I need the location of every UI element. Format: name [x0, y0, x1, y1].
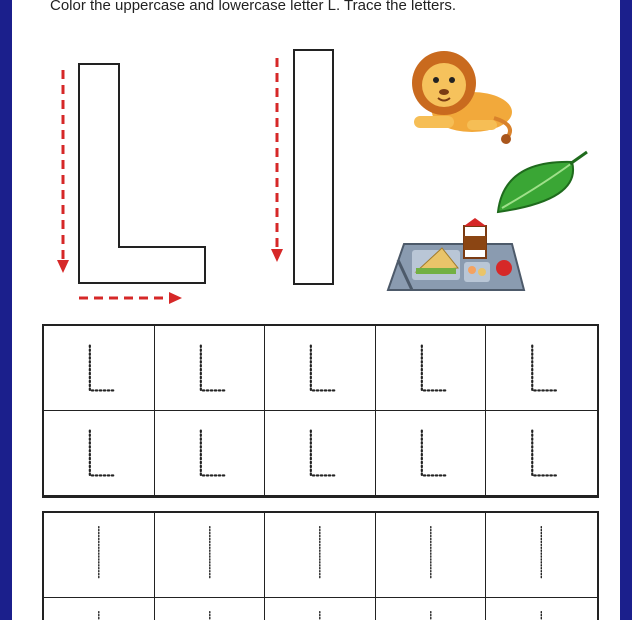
lowercase-trace-grid — [42, 511, 599, 620]
dotted-uppercase-l — [265, 411, 375, 495]
leaf-icon — [498, 152, 587, 212]
trace-cell[interactable] — [44, 598, 155, 620]
uppercase-l-outline[interactable] — [79, 64, 205, 283]
trace-cell[interactable] — [155, 326, 266, 411]
letter-art — [12, 0, 620, 320]
dotted-uppercase-l — [155, 326, 265, 410]
trace-cell[interactable] — [486, 513, 597, 598]
downward-arrow-icon — [57, 70, 69, 273]
trace-cell[interactable] — [376, 326, 487, 411]
trace-cell[interactable] — [44, 326, 155, 411]
dotted-lowercase-l — [376, 513, 486, 597]
dotted-uppercase-l — [44, 411, 154, 495]
trace-cell[interactable] — [155, 411, 266, 496]
dotted-uppercase-l — [376, 411, 486, 495]
dotted-uppercase-l — [265, 326, 375, 410]
uppercase-trace-grid — [42, 324, 599, 498]
lunch-tray-icon — [388, 218, 524, 290]
downward-arrow-icon — [271, 58, 283, 262]
dotted-uppercase-l — [44, 326, 154, 410]
worksheet-page — [12, 0, 620, 620]
trace-cell[interactable] — [376, 598, 487, 620]
dotted-lowercase-l — [265, 598, 375, 620]
dotted-lowercase-l — [486, 598, 597, 620]
dotted-uppercase-l — [486, 326, 597, 410]
dotted-lowercase-l — [155, 598, 265, 620]
trace-cell[interactable] — [486, 598, 597, 620]
dotted-uppercase-l — [486, 411, 597, 495]
dotted-uppercase-l — [155, 411, 265, 495]
dotted-lowercase-l — [486, 513, 597, 597]
dotted-lowercase-l — [44, 598, 154, 620]
trace-cell[interactable] — [155, 513, 266, 598]
trace-cell[interactable] — [265, 513, 376, 598]
trace-cell[interactable] — [265, 326, 376, 411]
dotted-lowercase-l — [155, 513, 265, 597]
trace-cell[interactable] — [486, 326, 597, 411]
dotted-lowercase-l — [376, 598, 486, 620]
dotted-lowercase-l — [44, 513, 154, 597]
trace-cell[interactable] — [376, 411, 487, 496]
rightward-arrow-icon — [79, 292, 182, 304]
lowercase-l-outline[interactable] — [294, 50, 333, 284]
trace-cell[interactable] — [376, 513, 487, 598]
trace-cell[interactable] — [265, 598, 376, 620]
dotted-uppercase-l — [376, 326, 486, 410]
trace-cell[interactable] — [44, 411, 155, 496]
trace-cell[interactable] — [155, 598, 266, 620]
trace-cell[interactable] — [486, 411, 597, 496]
lion-icon — [412, 51, 512, 144]
trace-cell[interactable] — [265, 411, 376, 496]
instruction-text: Color the uppercase and lowercase letter L. Trace the letters. — [50, 0, 457, 14]
trace-cell[interactable] — [44, 513, 155, 598]
dotted-lowercase-l — [265, 513, 375, 597]
